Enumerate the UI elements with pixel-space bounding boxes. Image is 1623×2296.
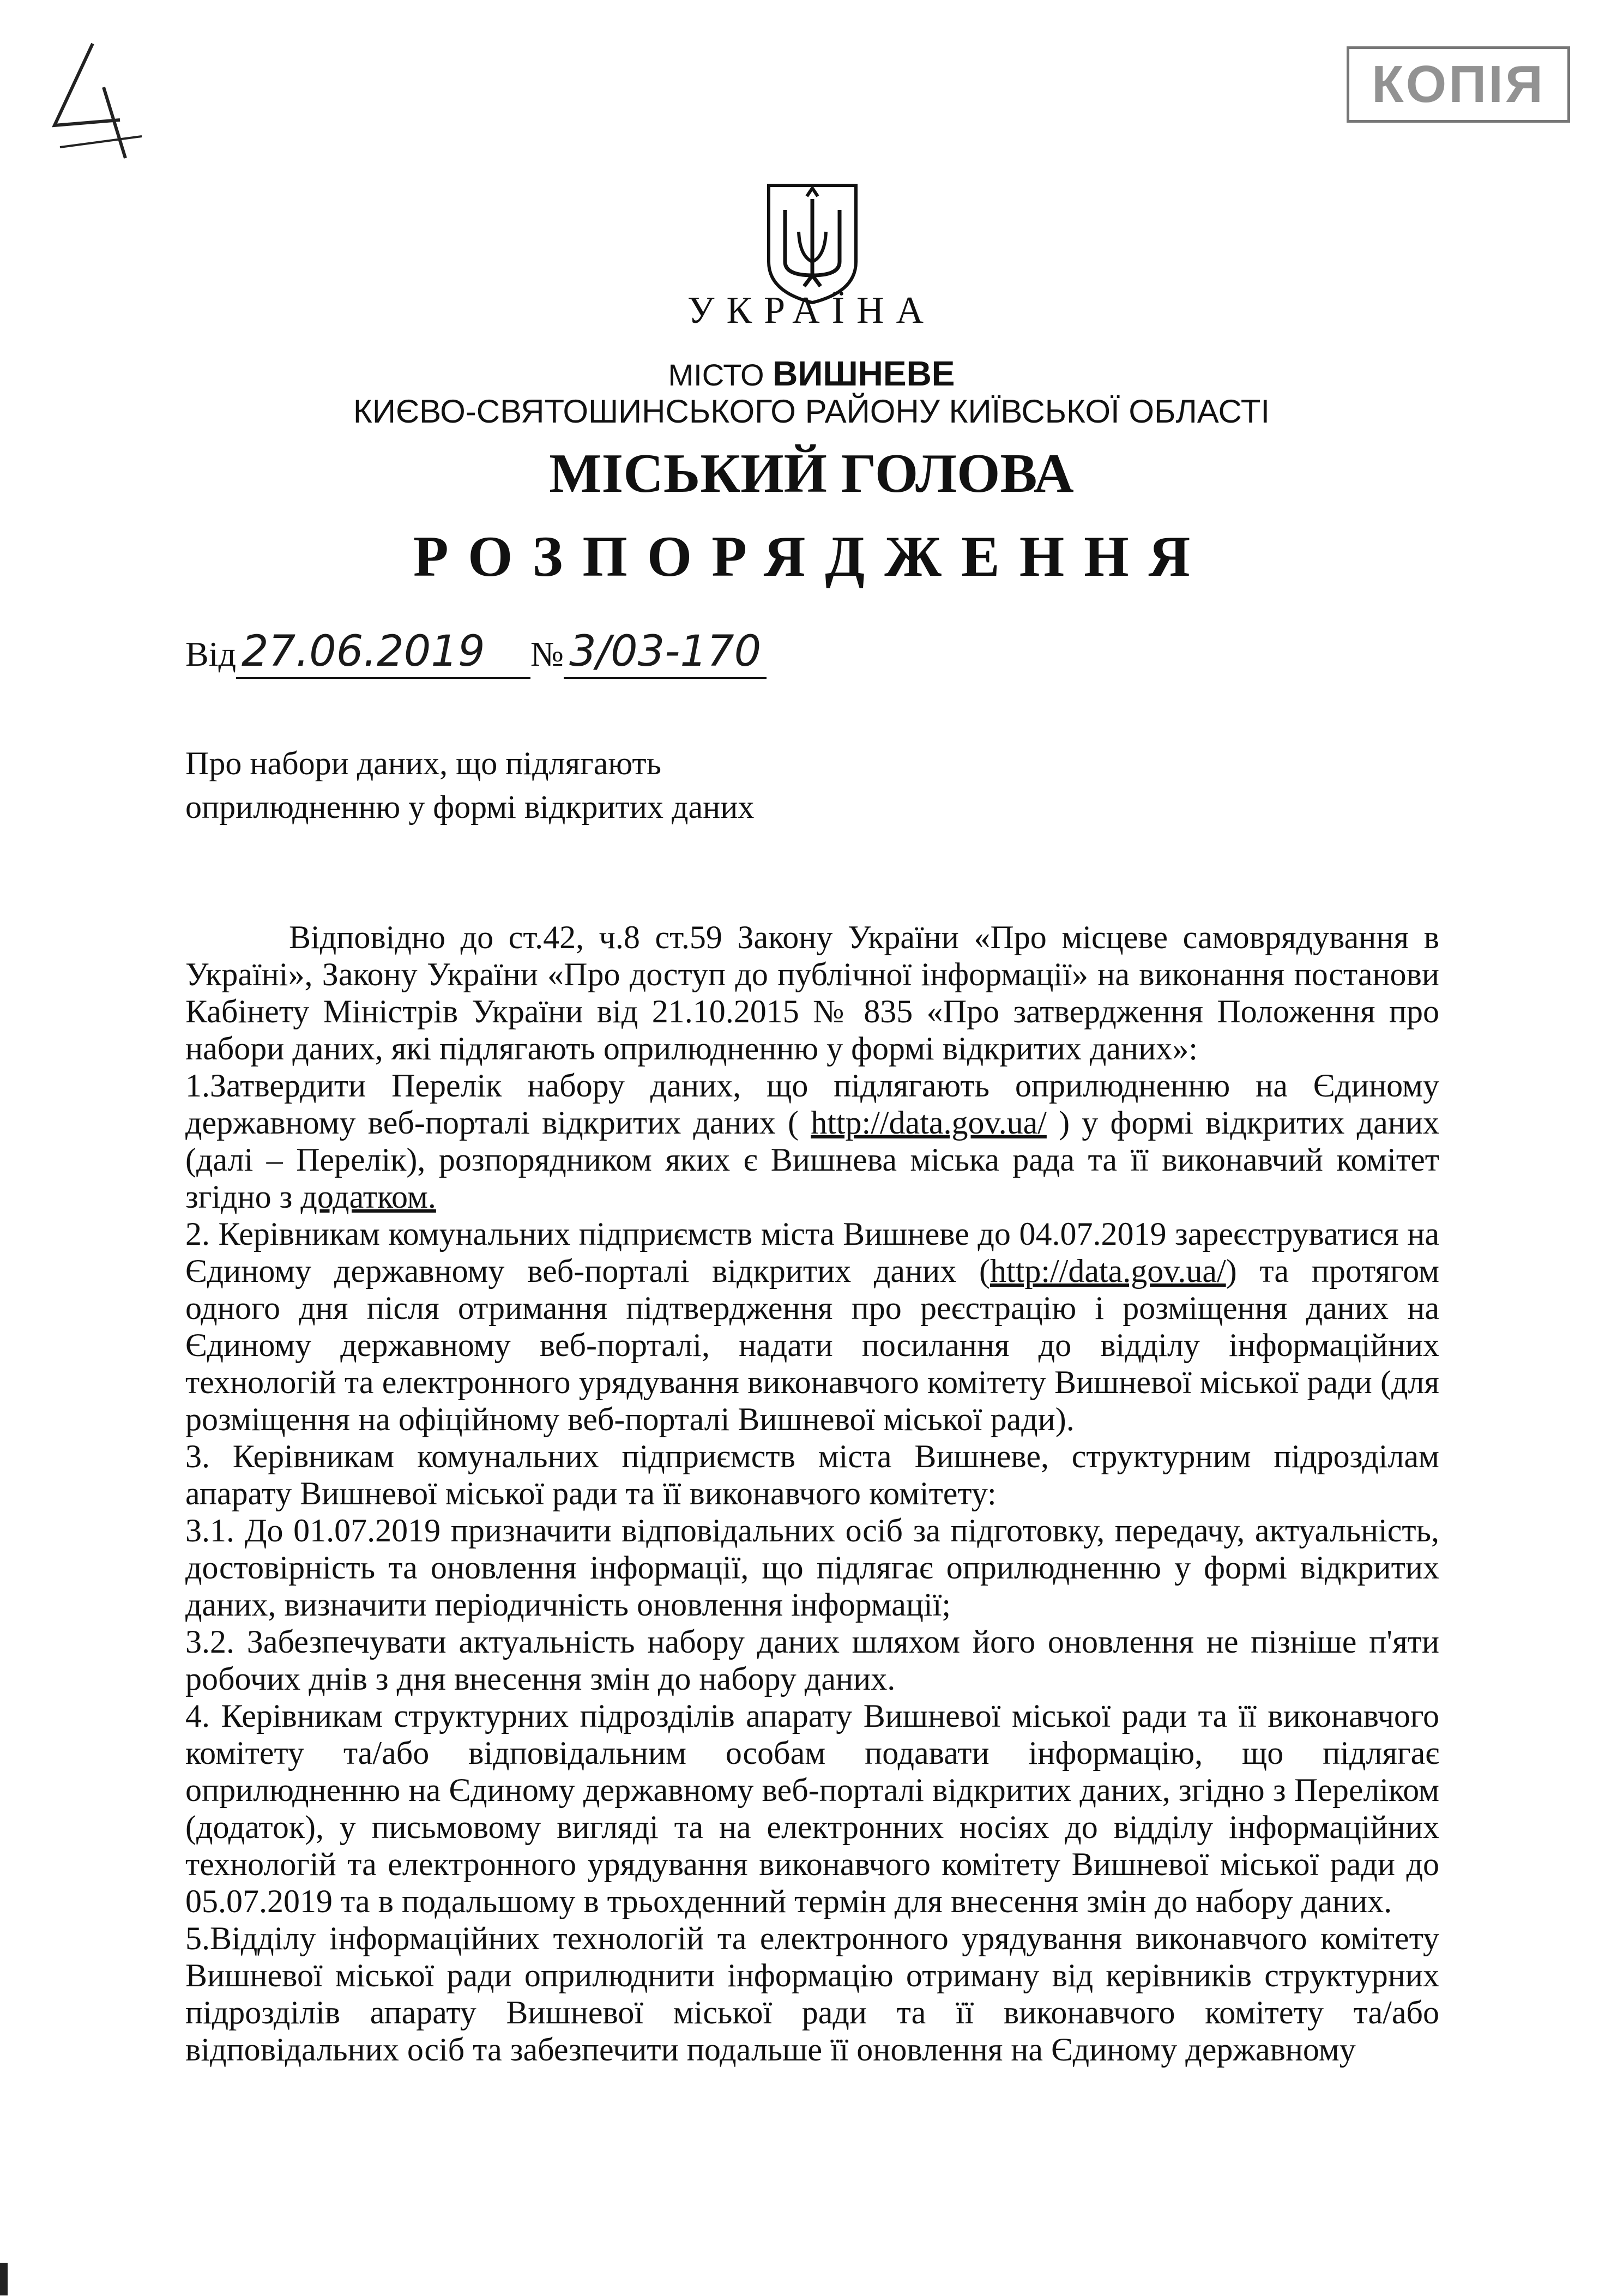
clause-3-1: 3.1. До 01.07.2019 призначити відповідальних осіб за підготовку, передачу, актуальність, достовірність та оновлення інформації, що підлягає оприлюдненню у формі відкритих даних, визначити періодичність оновлення інформації;: [185, 1512, 1439, 1623]
date-label: Від: [185, 635, 237, 673]
appendix-link[interactable]: додатком.: [300, 1179, 436, 1215]
data-portal-link[interactable]: http://data.gov.ua/: [811, 1105, 1047, 1141]
clause-1: [185, 1067, 1439, 1215]
document-number: 3/03-170: [564, 627, 767, 679]
clause-4: 4. Керівникам структурних підрозділів апарату Вишневої міської ради та її виконавчого комітету та/або відповідальним особам подавати інформацію, що підлягає оприлюдненню на Єдиному державному веб-порталі відкритих даних, згідно з Переліком (додаток), у письмовому вигляді та на електронних носіях до відділу інформаційних технологій та електронного урядування виконавчого комітету Вишневої міської ради до 05.07.2019 та в подальшому в трьохденний термін для внесення змін до набору даних.: [185, 1698, 1439, 1919]
clause-2: [185, 1215, 1439, 1438]
number-label: №: [530, 635, 564, 673]
clause-3-2: 3.2. Забезпечувати актуальність набору даних шляхом його оновлення не пізніше п'яти робочих днів з дня внесення змін до набору даних.: [185, 1624, 1439, 1697]
authority-title: МІСЬКИЙ ГОЛОВА: [549, 443, 1074, 504]
city-line: [0, 353, 1623, 394]
scan-edge-mark: [0, 2263, 8, 2295]
subject-line-1: Про набори даних, що підлягають: [185, 745, 661, 781]
clause-1-text-a: 1.Затвердити Перелік набору даних, що підлягають оприлюдненню на Єдиному державному веб-порталі відкритих даних (: [185, 1068, 1439, 1141]
clause-2-text-b: ) та протягом одного дня після отримання підтвердження про реєстрацію і розміщення даних на Єдиному державному веб-порталі, надати посилання до відділу інформаційних технологій та електронного урядування виконавчого комітету Вишневої міської ради (для розміщення на офіційному веб-порталі Вишневої міської ради).: [185, 1253, 1440, 1437]
city-name: ВИШНЕВЕ: [773, 354, 955, 393]
clause-5: 5.Відділу інформаційних технологій та електронного урядування виконавчого комітету Вишневої міської ради оприлюднити інформацію отриману від керівників структурних підрозділів апарату Вишневої міської ради та її виконавчого комітету та/або відповідальних осіб та забезпечити подальше її оновлення на Єдиному державному: [185, 1920, 1439, 2068]
document-date: 27.06.2019: [236, 627, 530, 679]
handwritten-page-number: [38, 38, 147, 164]
copy-stamp: КОПІЯ: [1347, 46, 1570, 123]
document-type: РОЗПОРЯДЖЕННЯ: [413, 525, 1210, 588]
clause-2-text-a: 2. Керівникам комунальних підприємств міста Вишневе до 04.07.2019 зареєструватися на Єдиному державному веб-порталі відкритих даних (: [185, 1216, 1439, 1289]
dateline: [185, 627, 767, 679]
clause-1-text-b: ) у формі відкритих даних (далі – Перелік), розпорядником яких є Вишнева міська рада та її виконавчий комітет згідно з: [185, 1105, 1439, 1215]
subject-line-2: оприлюдненню у формі відкритих даних: [185, 789, 755, 825]
trident-icon: [761, 180, 864, 305]
district-name: КИЄВО-СВЯТОШИНСЬКОГО РАЙОНУ КИЇВСЬКОЇ ОБЛАСТІ: [353, 393, 1270, 430]
city-prefix: МІСТО: [668, 358, 764, 392]
country-name: УКРАЇНА: [687, 290, 936, 332]
clause-3: 3. Керівникам комунальних підприємств міста Вишневе, структурним підрозділам апарату Вишневої міської ради та її виконавчого комітету:: [185, 1438, 1439, 1511]
document-subject: [185, 742, 754, 829]
document-body: [185, 919, 1439, 2068]
preamble-paragraph: Відповідно до ст.42, ч.8 ст.59 Закону України «Про місцеве самоврядування в Україні», Закону України «Про доступ до публічної інформації» на виконання постанови Кабінету Міністрів України від 21.10.2015 № 835 «Про затвердження Положення про набори даних, які підлягають оприлюдненню у формі відкритих даних»:: [185, 919, 1439, 1066]
data-portal-link-2[interactable]: http://data.gov.ua/: [990, 1253, 1226, 1289]
